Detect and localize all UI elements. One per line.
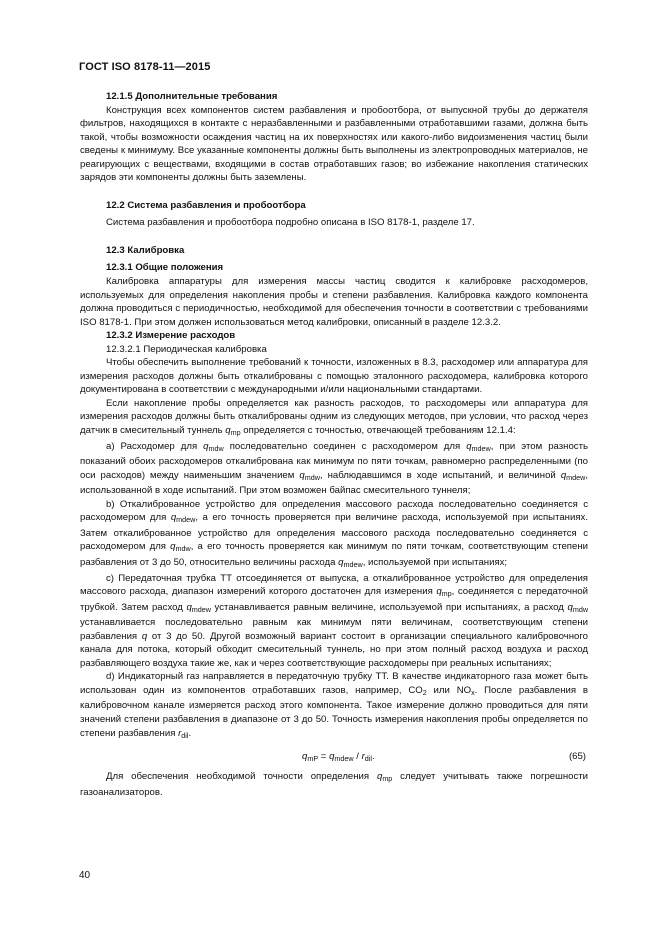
item-a: а) Расходомер для $q_{mdw}$ последовательно соединен с расходомером для $q_{mdew}$, при этом разность показаний обоих расходомеров откалибрована как минимум по пяти точкам, равномерно распределенными (по оси расходов) между наименьшим значением $q_{mdw}$, наблюдавшимся в ходе испытаний, и величиной $q_{mdew}$, использованной в ходе испытаний. При этом возможен байпас смесительного туннеля; (80, 440, 589, 497)
paragraph-calibration: Чтобы обеспечить выполнение требований к точности, изложенных в 8.3, расходомер или аппаратура для измерения расходов должны быть откалиброваны с помощью эталонного расходомера, калибровка которого документирована в соответствии с международными и/или национальными стандартами. (80, 357, 588, 396)
item-c: с) Передаточная трубка ТТ отсоединяется от выпуска, а откалиброванное устройство для определения массового расхода, диапазон измерений которого достаточен для измерения $q_{mp}$, соединяется с передаточной трубкой. Затем расход $q_{mdew}$ устанавливается равным величине, используемой при испытаниях, а расход $q_{mdw}$ устанавливается последовательно равным как минимум пяти величинам, соответствующим степени разбавления q от 3 до 50. Другой возможный вариант состоит в организации специального калибровочного канала для потока, который обходит смесительный туннель, но при этом полный расход воздуха и расход разбавляющего воздуха такие же, как и через соответствующие расходомеры при реальных испытаниях; (80, 572, 589, 669)
section-12-1-5-text: Конструкция всех компонентов систем разбавления и пробоотбора, от выпускной трубы до держателя фильтров, находящихся в контакте с неразбавленными и разбавленными отработавшими газами, должна быть такой, чтобы возможности осаждения частиц на их поверхностях или какого-либо видоизменения частиц были сведены к минимуму. Все указанные компоненты должны быть выполнены из электропроводных материалов, не реагирующих с веществами, входящими в состав отработавших газов; во избежание накопления статических зарядов эти компоненты должны быть заземлены. (80, 104, 588, 184)
section-12-3-2-1-heading: 12.3.2.1 Периодическая калибровка (106, 343, 267, 355)
document-header: ГОСТ ISO 8178-11—2015 (79, 61, 211, 73)
section-12-3-2-heading: 12.3.2 Измерение расходов (106, 330, 236, 342)
formula-65 (80, 746, 588, 770)
item-b: b) Откалиброванное устройство для определения массового расхода последовательно соединяется с расходомером для $q_{mdew}$, а его точность проверяется при величине расхода, используемой при испытаниях. Затем откалиброванное устройство для определения массового расхода последовательно соединяется с расходомером для $q_{mdw}$, а его точность проверяется как минимум по пяти точкам, соответствующим степени разбавления от 3 до 50, относительно величины расхода $q_{mdew}$, используемой при испытаниях; (80, 498, 589, 569)
formula-number: (65) (568, 751, 586, 763)
section-12-3-1-heading: 12.3.1 Общие положения (106, 262, 224, 274)
section-12-2-heading: 12.2 Система разбавления и пробоотбора (106, 199, 306, 211)
page-number: 40 (79, 870, 91, 881)
section-12-3-heading: 12.3 Калибровка (106, 244, 185, 256)
item-d: d) Индикаторный газ направляется в передаточную трубку ТТ. В качестве индикаторного газа может быть использован один из компонентов отработавших газов, например, $CO_2$ или $NO_x$. После разбавления в калибровочном канале измеряется расход этого компонента. Такое измерение должно проводиться для пяти значений степени разбавления в диапазоне от 3 до 50. Точность измерения накопления пробы определяется по степени разбавления $r_{dil}$. (80, 671, 588, 740)
document-body (80, 90, 588, 799)
paragraph-difference: Если накопление пробы определяется как разность расходов, то расходомеры или аппаратура для измерения расходов должны быть откалиброваны одним из следующих методов, при условии, что расход через датчик в смесительный туннель $q_{mp}$ определяется с точностью, отвечающей требованиям 12.1.4: (80, 397, 588, 438)
section-12-3-1-text: Калибровка аппаратуры для измерения массы частиц сводится к калибровке расходомеров, используемых для определения накопления пробы и степени разбавления. Калибровка каждого компонента должна проводиться с периодичностью, необходимой для обеспечения точности в соответствии с требованиями ISO 8178-1. При этом должен использоваться метод калибровки, описанный в разделе 12.3.2. (80, 276, 588, 328)
section-12-1-5-heading: 12.1.5 Дополнительные требования (106, 91, 278, 102)
formula-expression: $q_{mP} = q_{mdew} / r_{dil}$. (302, 751, 375, 764)
section-12-2-text: Система разбавления и пробоотбора подробно описана в ISO 8178-1, разделе 17. (106, 217, 475, 229)
paragraph-final: Для обеспечения необходимой точности определения $q_{mp}$ следует учитывать также погрешности газоанализаторов. (80, 771, 589, 798)
